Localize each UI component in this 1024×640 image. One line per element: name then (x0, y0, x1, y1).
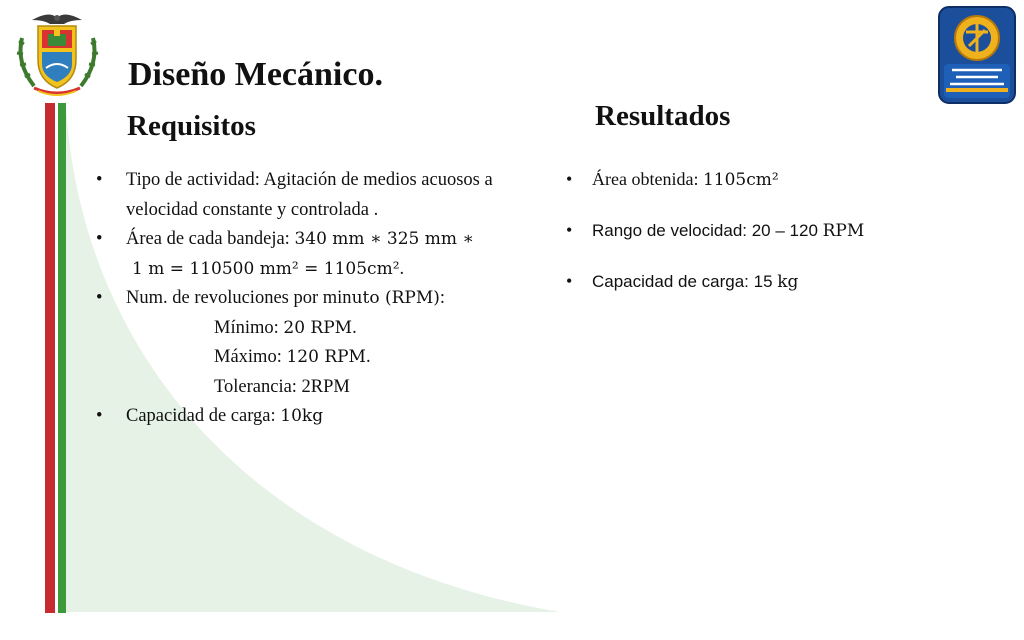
red-stripe (45, 103, 55, 613)
area-formula-part-1: 340 mm ∗ 325 mm ∗ (294, 229, 474, 249)
result-load (566, 268, 1006, 294)
bullet-icon: • (96, 288, 103, 308)
requirements-heading: Requisitos (127, 110, 256, 142)
rpm-label-end: : (439, 288, 446, 308)
rpm-max-end: . (365, 347, 371, 367)
bullet-icon: • (96, 170, 103, 190)
bullet-icon: • (96, 229, 103, 249)
green-stripe (58, 103, 66, 613)
results-heading: Resultados (595, 100, 731, 132)
rpm-min-value: 20 RPM (283, 317, 353, 338)
requirement-area (96, 225, 566, 284)
result-area-label: Área obtenida: (592, 169, 703, 189)
area-formula-end: . (399, 258, 405, 279)
result-load-unit: kg (777, 272, 799, 292)
activity-line-2: velocidad constante y controlada . (126, 199, 379, 220)
rpm-min-end: . (352, 317, 357, 338)
result-speed-unit: RPM (822, 221, 865, 241)
bullet-icon: • (96, 406, 103, 426)
rpm-min-label: Mínimo: (214, 317, 284, 338)
espe-mecatronica-icon (938, 6, 1016, 104)
requirement-activity (96, 166, 566, 225)
rpm-tolerance: Tolerancia: 2RPM (214, 376, 350, 397)
load-label: Capacidad de carga: (126, 406, 281, 426)
area-label: Área de cada bandeja: (126, 229, 295, 249)
rpm-label: Num. de revoluciones por min (126, 288, 352, 308)
bullet-icon: • (566, 271, 573, 291)
load-value: 10kg (280, 406, 324, 426)
bullet-icon: • (566, 169, 573, 189)
coat-of-arms-icon (10, 8, 105, 98)
requirement-rpm (96, 284, 566, 402)
result-load-label: Capacidad de carga: 15 (592, 272, 778, 291)
result-speed (566, 217, 1006, 243)
requirement-load (96, 402, 566, 432)
rpm-max-label: Máximo: (214, 347, 287, 367)
bullet-icon: • (566, 220, 573, 240)
activity-line-1: Tipo de actividad: Agitación de medios acuosos a (126, 170, 493, 190)
result-area (566, 166, 1006, 192)
rpm-max-value: 120 RPM (286, 347, 366, 367)
result-speed-label: Rango de velocidad: 20 – 120 (592, 221, 823, 240)
slide-title: Diseño Mecánico. (128, 56, 383, 93)
results-list (566, 166, 1006, 319)
requirements-list (96, 166, 566, 432)
result-area-value: 1105cm² (702, 170, 779, 190)
rpm-label-math: uto (RPM) (351, 288, 440, 308)
area-formula-part-2: 1 m = 110500 mm² = 1105cm² (132, 258, 400, 279)
